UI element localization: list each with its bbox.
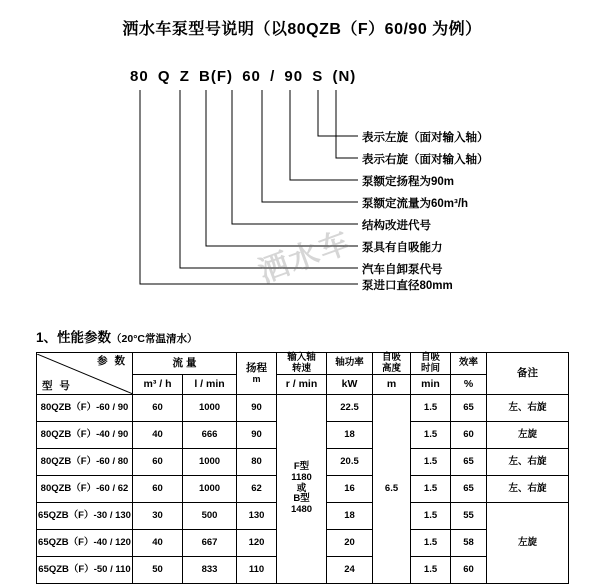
cell-efficiency: 60: [451, 557, 487, 584]
performance-table: [36, 352, 569, 584]
section-note: （20°C常温清水）: [111, 333, 198, 345]
cell-suction-height: 6.5: [373, 395, 411, 584]
cell-suction-time: 1.5: [411, 395, 451, 422]
section-number: 1、: [36, 330, 58, 345]
header-suction-height: [373, 353, 411, 375]
table-row: [37, 395, 569, 422]
header-suction-height-unit: m: [373, 375, 411, 395]
header-head-label: 扬程: [246, 362, 268, 375]
cell-flow-lmin: 833: [183, 557, 237, 584]
cell-suction-time: 1.5: [411, 422, 451, 449]
header-suction-time-label: 自吸 时间: [421, 352, 441, 374]
cell-flow-m3h: 60: [133, 449, 183, 476]
cell-head: 120: [237, 530, 277, 557]
speed-line-0: F型: [293, 460, 310, 472]
model-code-line: [130, 68, 360, 85]
cell-head: 80: [237, 449, 277, 476]
cell-power: 16: [327, 476, 373, 503]
table-corner-cell: [37, 353, 133, 395]
legend-label-5: 泵具有自吸能力: [362, 242, 443, 254]
cell-flow-lmin: 1000: [183, 449, 237, 476]
page-title: 洒水车泵型号说明（以80QZB（F）60/90 为例）: [122, 21, 482, 38]
cell-head: 90: [237, 422, 277, 449]
header-input-speed: [277, 353, 327, 375]
cell-flow-m3h: 50: [133, 557, 183, 584]
header-remark: 备注: [487, 353, 569, 395]
cell-flow-lmin: 1000: [183, 395, 237, 422]
cell-efficiency: 58: [451, 530, 487, 557]
cell-model: 65QZB（F）-40 / 120: [37, 530, 133, 557]
cell-model: 80QZB（F）-60 / 90: [37, 395, 133, 422]
performance-table-wrap: [36, 352, 568, 584]
cell-flow-lmin: 1000: [183, 476, 237, 503]
legend-label-1: 表示右旋（面对输入轴）: [362, 154, 489, 166]
cell-model: 80QZB（F）-40 / 90: [37, 422, 133, 449]
cell-flow-m3h: 60: [133, 395, 183, 422]
cell-flow-m3h: 30: [133, 503, 183, 530]
header-head: [237, 353, 277, 395]
speed-line-2: 或: [296, 482, 307, 494]
header-flow-unit-m3h: m³ / h: [133, 375, 183, 395]
cell-suction-time: 1.5: [411, 503, 451, 530]
leader-lines-svg: [0, 88, 604, 288]
speed-line-3: B型: [293, 493, 310, 505]
header-suction-time: [411, 353, 451, 375]
header-efficiency-unit: %: [451, 375, 487, 395]
cell-power: 18: [327, 503, 373, 530]
cell-suction-time: 1.5: [411, 476, 451, 503]
cell-head: 110: [237, 557, 277, 584]
cell-efficiency: 65: [451, 449, 487, 476]
corner-param-label: 参 数: [97, 354, 127, 367]
header-shaft-power-unit: kW: [327, 375, 373, 395]
cell-head: 130: [237, 503, 277, 530]
cell-flow-m3h: 40: [133, 530, 183, 557]
cell-input-speed: [277, 395, 327, 584]
legend-label-2: 泵额定扬程为90m: [362, 176, 455, 188]
cell-suction-time: 1.5: [411, 530, 451, 557]
cell-model: 80QZB（F）-60 / 62: [37, 476, 133, 503]
code-token-0: 80: [130, 68, 149, 85]
header-input-speed-unit: r / min: [277, 375, 327, 395]
cell-power: 24: [327, 557, 373, 584]
cell-model: 80QZB（F）-60 / 80: [37, 449, 133, 476]
header-flow: 流 量: [133, 353, 237, 375]
cell-suction-time: 1.5: [411, 557, 451, 584]
cell-power: 22.5: [327, 395, 373, 422]
speed-line-1: 1180: [291, 471, 312, 483]
watermark: 洒水车: [254, 224, 357, 291]
cell-model: 65QZB（F）-30 / 130: [37, 503, 133, 530]
cell-efficiency: 60: [451, 422, 487, 449]
cell-flow-lmin: 500: [183, 503, 237, 530]
cell-flow-lmin: 667: [183, 530, 237, 557]
cell-power: 18: [327, 422, 373, 449]
legend-label-6: 汽车自卸泵代号: [362, 264, 443, 276]
legend-label-3: 泵额定流量为60m³/h: [362, 198, 469, 210]
code-token-6: 90: [284, 68, 304, 85]
cell-remark: 左、右旋: [487, 476, 569, 503]
header-efficiency: [451, 353, 487, 375]
header-head-unit: m: [252, 374, 261, 385]
cell-efficiency: 55: [451, 503, 487, 530]
cell-flow-m3h: 60: [133, 476, 183, 503]
cell-suction-time: 1.5: [411, 449, 451, 476]
code-token-8: (N): [332, 68, 357, 85]
legend-label-4: 结构改进代号: [362, 220, 431, 232]
cell-efficiency: 65: [451, 476, 487, 503]
header-flow-unit-lmin: l / min: [183, 375, 237, 395]
header-input-speed-label: 输入轴 转速: [287, 352, 316, 374]
cell-flow-lmin: 666: [183, 422, 237, 449]
legend-label-7: 泵进口直径80mm: [362, 280, 453, 292]
code-token-3: B(F): [199, 68, 234, 85]
cell-power: 20.5: [327, 449, 373, 476]
header-efficiency-label: 效率: [459, 357, 479, 369]
cell-head: 90: [237, 395, 277, 422]
header-shaft-power-label: 轴功率: [335, 357, 364, 369]
legend-label-0: 表示左旋（面对输入轴）: [362, 132, 489, 144]
corner-split: [37, 354, 133, 394]
corner-model-label: 型 号: [42, 380, 72, 393]
header-shaft-power: [327, 353, 373, 375]
header-suction-time-unit: min: [411, 375, 451, 395]
cell-model: 65QZB（F）-50 / 110: [37, 557, 133, 584]
speed-line-4: 1480: [290, 504, 313, 516]
cell-flow-m3h: 40: [133, 422, 183, 449]
section-heading: [36, 326, 197, 346]
cell-efficiency: 65: [451, 395, 487, 422]
code-token-7: S: [312, 68, 324, 85]
code-token-5: /: [270, 68, 276, 85]
section-title: 性能参数: [57, 330, 112, 345]
header-suction-height-label: 自吸 高度: [382, 352, 402, 374]
code-token-1: Q: [157, 68, 171, 85]
cell-remark: 左旋: [487, 422, 569, 449]
cell-remark: 左旋: [487, 503, 569, 584]
code-token-4: 60: [242, 68, 261, 85]
cell-remark: 左、右旋: [487, 449, 569, 476]
code-token-2: Z: [179, 68, 190, 85]
leader-diagram: [0, 88, 604, 292]
cell-power: 20: [327, 530, 373, 557]
cell-head: 62: [237, 476, 277, 503]
cell-remark: 左、右旋: [487, 395, 569, 422]
